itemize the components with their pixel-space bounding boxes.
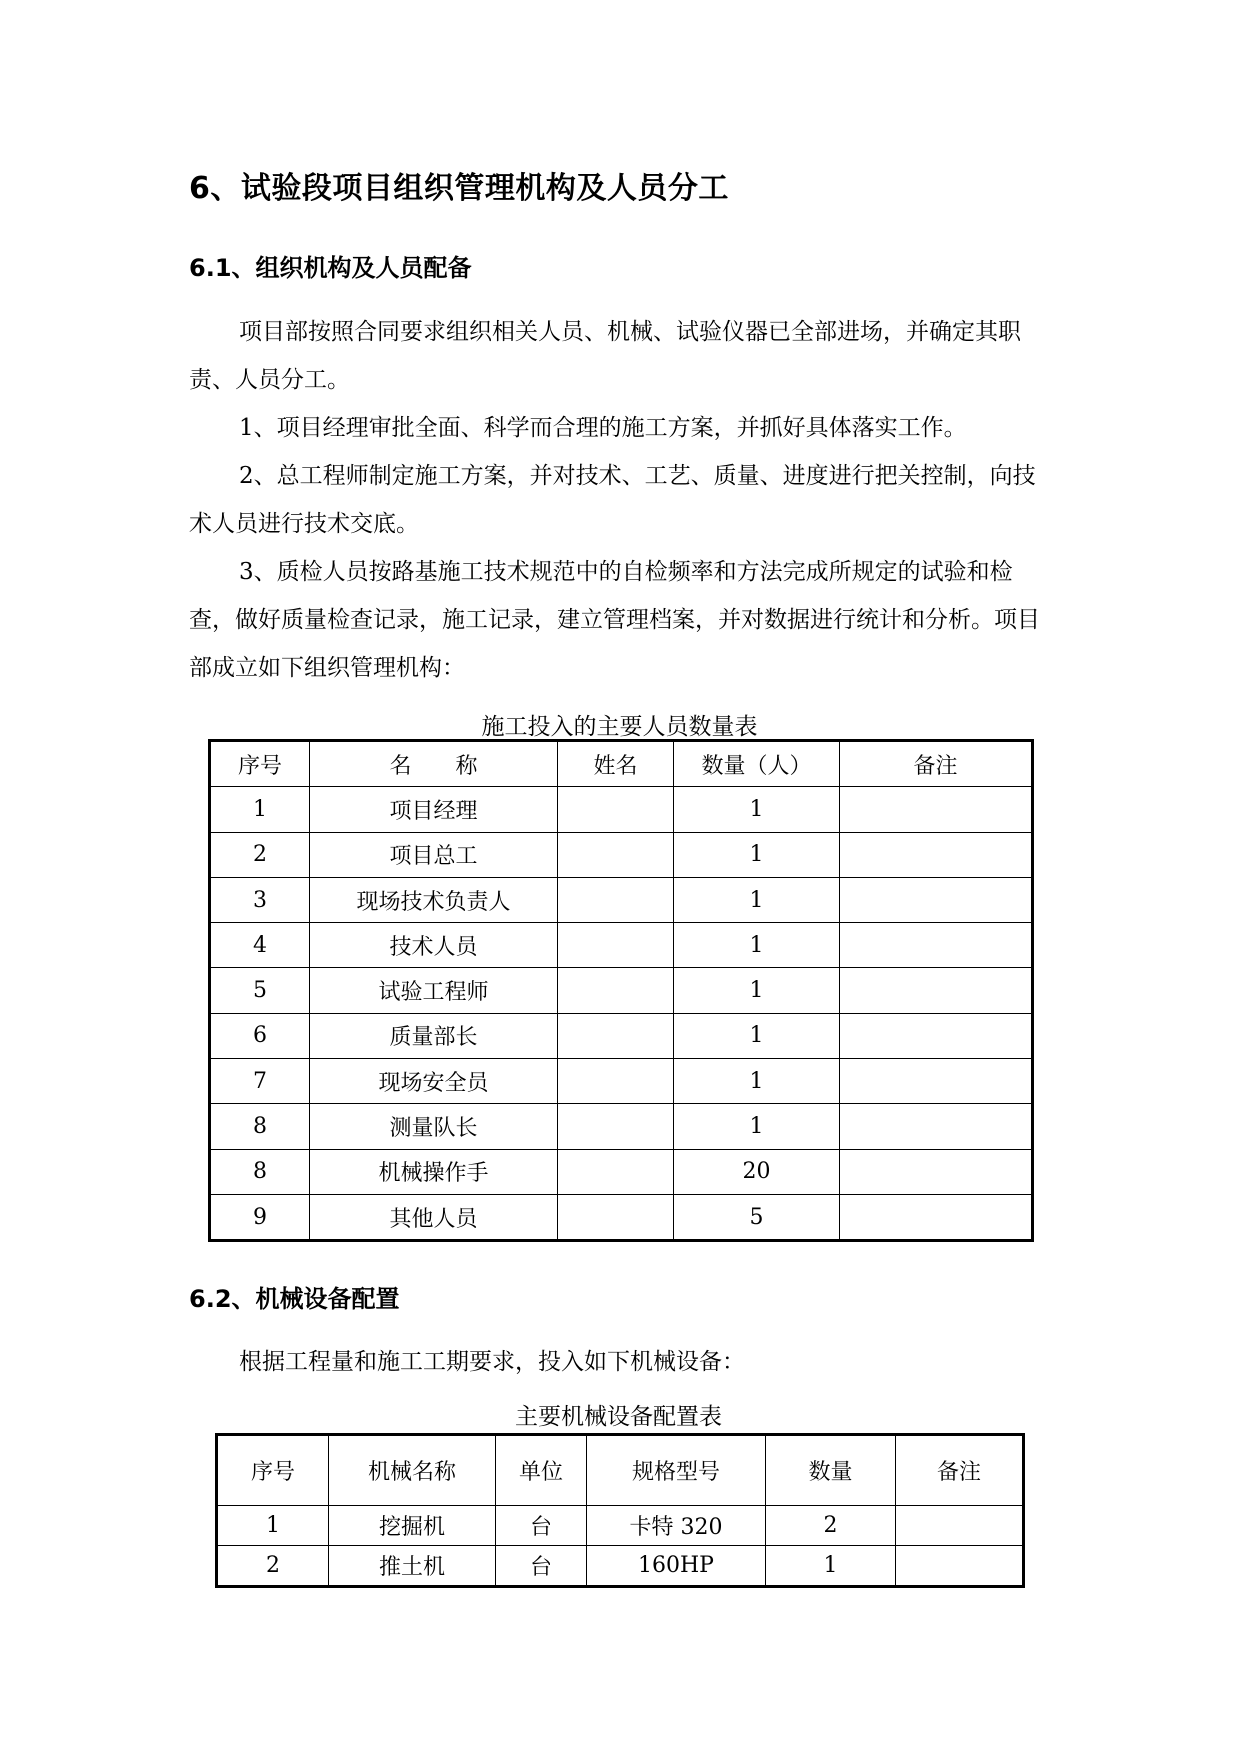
paragraph-equipment-intro: 根据工程量和施工工期要求，投入如下机械设备： [239, 1349, 745, 1375]
paragraph-item-1: 1、项目经理审批全面、科学而合理的施工方案，并抓好具体落实工作。 [239, 415, 967, 441]
header-cell: 备注 [840, 741, 1033, 787]
table-cell [558, 1104, 674, 1149]
section-title-6-2: 6.2、机械设备配置 [189, 1285, 400, 1313]
table2-caption: 主要机械设备配置表 [515, 1404, 722, 1430]
table-cell: 现场安全员 [310, 1059, 558, 1104]
table-row [210, 1104, 1033, 1149]
table-cell: 20 [674, 1149, 840, 1194]
table-header-row [210, 741, 1033, 787]
section-title-6-1: 6.1、组织机构及人员配备 [189, 254, 472, 282]
table-row [210, 1059, 1033, 1104]
table-row [217, 1506, 1024, 1546]
table-cell: 现场技术负责人 [310, 877, 558, 922]
table-cell: 挖掘机 [329, 1506, 496, 1546]
table-cell [840, 968, 1033, 1013]
table-row [210, 787, 1033, 832]
table-cell: 台 [496, 1506, 587, 1546]
table-cell: 1 [674, 1104, 840, 1149]
table-cell: 5 [674, 1194, 840, 1240]
table-cell [840, 1104, 1033, 1149]
header-cell: 名 称 [310, 741, 558, 787]
table1-caption: 施工投入的主要人员数量表 [481, 714, 758, 740]
table-header-row [217, 1435, 1024, 1506]
paragraph-item-2: 2、总工程师制定施工方案，并对技术、工艺、质量、进度进行把关控制，向技术人员进行技术交底。 [189, 463, 1036, 537]
table-cell: 项目总工 [310, 832, 558, 877]
table-cell: 2 [210, 832, 310, 877]
table-cell: 160HP [587, 1546, 766, 1587]
table-cell: 台 [496, 1546, 587, 1587]
table-cell: 技术人员 [310, 923, 558, 968]
table-cell: 6 [210, 1013, 310, 1058]
table-cell: 机械操作手 [310, 1149, 558, 1194]
table-cell [558, 787, 674, 832]
table-cell: 8 [210, 1149, 310, 1194]
header-cell: 数量 [766, 1435, 896, 1506]
header-cell: 单位 [496, 1435, 587, 1506]
table-cell: 1 [210, 787, 310, 832]
table-cell: 项目经理 [310, 787, 558, 832]
table-cell [896, 1546, 1024, 1587]
table-cell: 1 [217, 1506, 329, 1546]
table-cell: 1 [674, 877, 840, 922]
table-cell: 1 [766, 1546, 896, 1587]
table-cell: 5 [210, 968, 310, 1013]
page-heading: 6、试验段项目组织管理机构及人员分工 [189, 171, 729, 206]
table-row [210, 923, 1033, 968]
table-cell: 1 [674, 1059, 840, 1104]
table-cell [840, 1059, 1033, 1104]
table-cell: 1 [674, 832, 840, 877]
header-cell: 机械名称 [329, 1435, 496, 1506]
header-cell: 规格型号 [587, 1435, 766, 1506]
table-row [210, 1194, 1033, 1240]
header-cell: 姓名 [558, 741, 674, 787]
table-row [210, 968, 1033, 1013]
table-cell [558, 1013, 674, 1058]
table-cell [840, 787, 1033, 832]
table-row [210, 832, 1033, 877]
table-row [210, 1149, 1033, 1194]
table-cell: 2 [766, 1506, 896, 1546]
table-cell: 质量部长 [310, 1013, 558, 1058]
equipment-table [215, 1433, 1025, 1588]
personnel-table [208, 739, 1034, 1242]
header-cell: 序号 [217, 1435, 329, 1506]
table-cell: 1 [674, 787, 840, 832]
table-cell [840, 832, 1033, 877]
table-row [217, 1546, 1024, 1587]
table-cell [558, 1194, 674, 1240]
table-cell: 8 [210, 1104, 310, 1149]
table-cell [840, 1013, 1033, 1058]
table-cell [840, 877, 1033, 922]
table-cell: 其他人员 [310, 1194, 558, 1240]
table-cell [558, 1059, 674, 1104]
table-row [210, 877, 1033, 922]
table-cell: 1 [674, 968, 840, 1013]
table-cell [840, 923, 1033, 968]
table-cell: 2 [217, 1546, 329, 1587]
table-cell: 测量队长 [310, 1104, 558, 1149]
table-cell: 试验工程师 [310, 968, 558, 1013]
table-cell [558, 1149, 674, 1194]
table-cell: 卡特 320 [587, 1506, 766, 1546]
table-cell: 推土机 [329, 1546, 496, 1587]
paragraph-item-3: 3、质检人员按路基施工技术规范中的自检频率和方法完成所规定的试验和检查，做好质量检查记录，施工记录，建立管理档案，并对数据进行统计和分析。项目部成立如下组织管理机构： [189, 559, 1040, 681]
table-cell [558, 968, 674, 1013]
table-cell: 7 [210, 1059, 310, 1104]
table-cell [896, 1506, 1024, 1546]
paragraph-intro: 项目部按照合同要求组织相关人员、机械、试验仪器已全部进场，并确定其职责、人员分工。 [189, 319, 1021, 393]
table-cell [840, 1149, 1033, 1194]
header-cell: 序号 [210, 741, 310, 787]
table-cell: 1 [674, 1013, 840, 1058]
table-cell [558, 877, 674, 922]
table-cell: 3 [210, 877, 310, 922]
table-cell: 9 [210, 1194, 310, 1240]
table-cell [558, 832, 674, 877]
table-cell [558, 923, 674, 968]
table-cell: 4 [210, 923, 310, 968]
header-cell: 备注 [896, 1435, 1024, 1506]
table-cell: 1 [674, 923, 840, 968]
table-row [210, 1013, 1033, 1058]
header-cell: 数量（人） [674, 741, 840, 787]
table-cell [840, 1194, 1033, 1240]
